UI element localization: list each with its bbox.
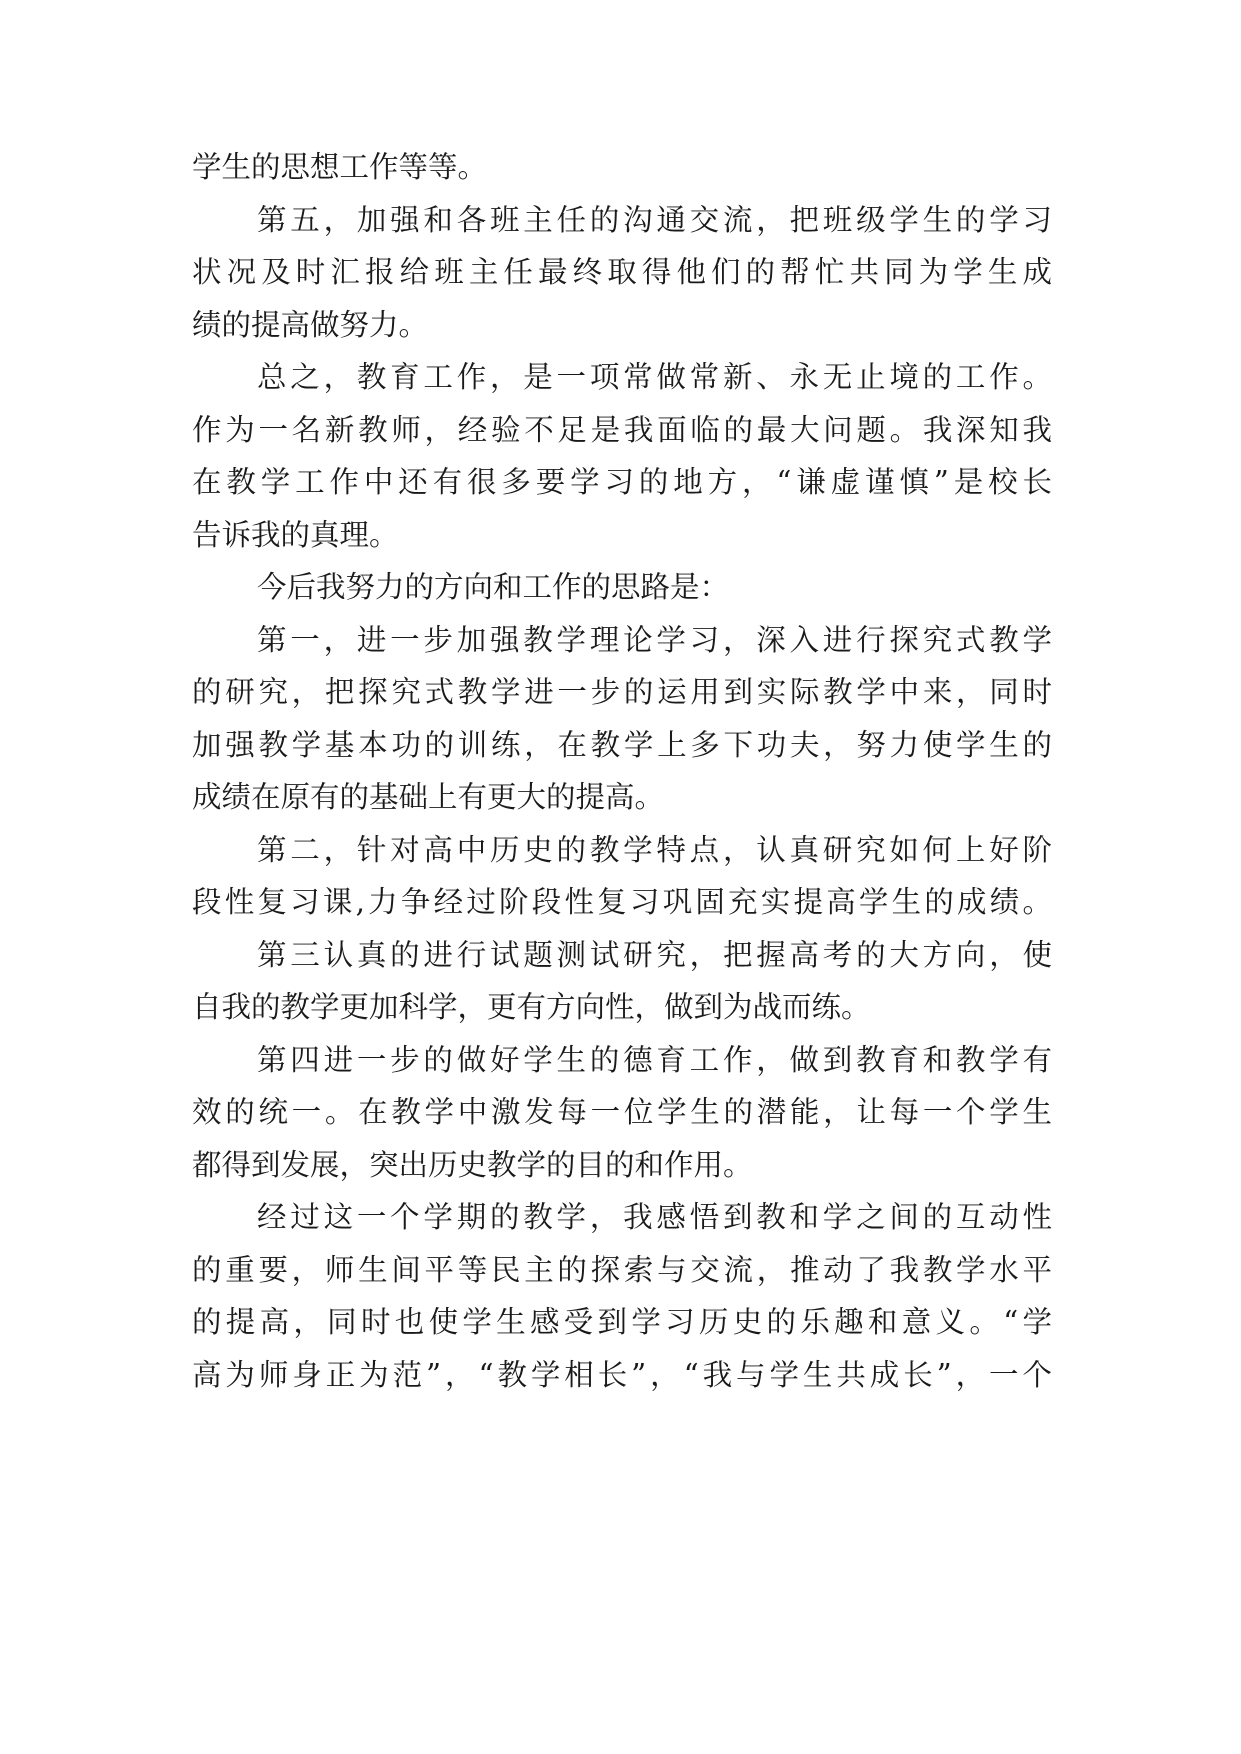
text-line: 状况及时汇报给班主任最终取得他们的帮忙共同为学生成 <box>192 255 1052 289</box>
text-line: 成绩在原有的基础上有更大的提高。 <box>192 780 665 814</box>
text-line: 都得到发展，突出历史教学的目的和作用。 <box>192 1148 753 1182</box>
text-line: 第四进一步的做好学生的德育工作，做到教育和教学有 <box>257 1043 1052 1077</box>
text-line: 作为一名新教师，经验不足是我面临的最大问题。我深知我 <box>192 413 1052 447</box>
text-line: 告诉我的真理。 <box>192 518 399 552</box>
text-line: 第一，进一步加强教学理论学习，深入进行探究式教学 <box>257 623 1052 657</box>
text-line: 加强教学基本功的训练，在教学上多下功夫，努力使学生的 <box>192 728 1052 762</box>
text-line: 学生的思想工作等等。 <box>192 150 488 184</box>
text-line: 经过这一个学期的教学，我感悟到教和学之间的互动性 <box>257 1200 1052 1234</box>
text-line: 今后我努力的方向和工作的思路是： <box>257 570 730 604</box>
text-line: 第三认真的进行试题测试研究，把握高考的大方向，使 <box>257 938 1052 972</box>
text-line: 高为师身正为范”，“教学相长”，“我与学生共成长”，一个 <box>192 1358 1052 1392</box>
text-line: 在教学工作中还有很多要学习的地方，“谦虚谨慎”是校长 <box>192 465 1052 499</box>
text-line: 绩的提高做努力。 <box>192 308 429 342</box>
text-line: 第二，针对高中历史的教学特点，认真研究如何上好阶 <box>257 833 1052 867</box>
text-line: 的重要，师生间平等民主的探索与交流，推动了我教学水平 <box>192 1253 1052 1287</box>
text-line: 自我的教学更加科学，更有方向性，做到为战而练。 <box>192 990 871 1024</box>
text-line: 第五，加强和各班主任的沟通交流，把班级学生的学习 <box>257 203 1052 237</box>
text-line: 的研究，把探究式教学进一步的运用到实际教学中来，同时 <box>192 675 1052 709</box>
text-line: 效的统一。在教学中激发每一位学生的潜能，让每一个学生 <box>192 1095 1052 1129</box>
text-line: 总之，教育工作，是一项常做常新、永无止境的工作。 <box>257 360 1052 394</box>
text-line: 段性复习课,力争经过阶段性复习巩固充实提高学生的成绩。 <box>192 885 1052 919</box>
text-line: 的提高，同时也使学生感受到学习历史的乐趣和意义。“学 <box>192 1305 1052 1339</box>
